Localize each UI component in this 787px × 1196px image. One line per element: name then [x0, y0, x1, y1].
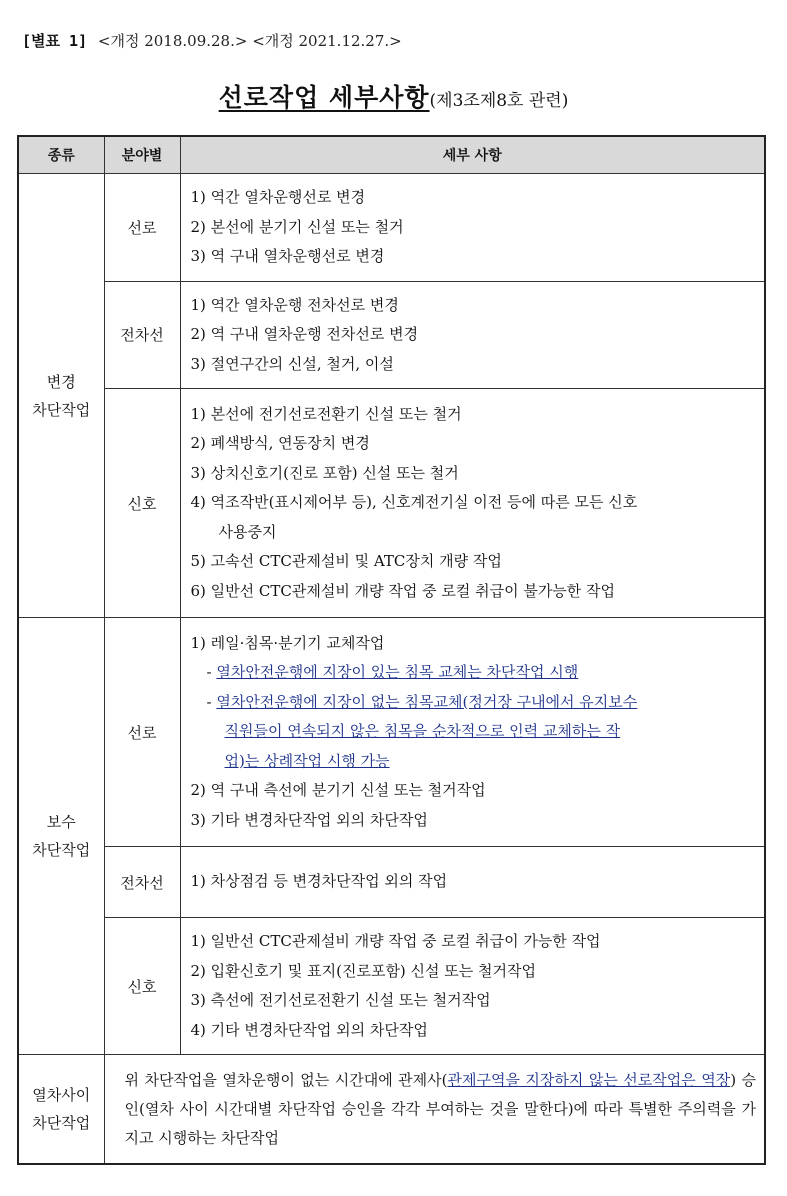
details-between-trains: 위 차단작업을 열차운행이 없는 시간대에 관제사(관제구역을 지장하지 않는 선로작업은 역장) 승인(열차 사이 시간대별 차단작업 승인을 각각 부여하는 것을 말한다)에 따라 특별한 주의력을 가지고 시행하는 차단작업 — [104, 1055, 765, 1165]
appendix-tag: [별표 1] — [22, 32, 88, 50]
table-row — [18, 389, 765, 618]
field-signal: 신호 — [104, 389, 180, 618]
details-maint-track: 1) 레일·침목·분기기 교체작업 - 열차안전운행에 지장이 있는 침목 교체는 차단작업 시행 - 열차안전운행에 지장이 없는 침목교체(정거장 구내에서 유지보수 직원들이 연속되지 않은 침목을 순차적으로 인력 교체하는 작 업)는 상례작업 시행 가능 2) 역 구내 측선에 분기기 신설 또는 철거작업 3) 기타 변경차단작업 외의 차단작업 — [180, 618, 765, 847]
header-category: 종류 — [18, 136, 104, 174]
header-details: 세부 사항 — [180, 136, 765, 174]
underlined-note: 열차안전운행에 지장이 있는 침목 교체는 차단작업 시행 — [216, 663, 579, 682]
details-maint-catenary: 1) 차상점검 등 변경차단작업 외의 작업 — [180, 847, 765, 918]
underlined-note: 업)는 상례작업 시행 가능 — [224, 751, 390, 770]
header — [22, 30, 402, 51]
underlined-note: 관제구역을 지장하지 않 — [447, 1070, 604, 1089]
table-header-row — [18, 136, 765, 174]
header-field: 분야별 — [104, 136, 180, 174]
category-between-trains: 열차사이 차단작업 — [18, 1055, 104, 1165]
table-row — [18, 618, 765, 847]
details-change-track: 1) 역간 열차운행선로 변경 2) 본선에 분기기 신설 또는 철거 3) 역 구내 열차운행선로 변경 — [180, 174, 765, 282]
field-catenary: 전차선 — [104, 847, 180, 918]
table-row — [18, 174, 765, 282]
field-signal: 신호 — [104, 918, 180, 1055]
table-row — [18, 847, 765, 918]
field-catenary: 전차선 — [104, 281, 180, 389]
table-row — [18, 1055, 765, 1165]
category-change: 변경 차단작업 — [18, 174, 104, 618]
page-title-block — [0, 78, 787, 114]
underlined-note: 직원들이 연속되지 않은 침목을 순차적으로 인력 교체하는 작 — [224, 722, 621, 741]
work-details-table — [17, 135, 766, 1165]
page-title: 선로작업 세부사항 — [218, 83, 430, 112]
amendment-dates: <개정 2018.09.28.> <개정 2021.12.27.> — [97, 32, 402, 50]
underlined-note: 열차안전운행에 지장이 없는 침목교체(정거장 구내에서 유지보수 — [216, 692, 638, 711]
details-change-catenary: 1) 역간 열차운행 전차선로 변경 2) 역 구내 열차운행 전차선로 변경 3) 절연구간의 신설, 철거, 이설 — [180, 281, 765, 389]
table-row — [18, 281, 765, 389]
details-maint-signal: 1) 일반선 CTC관제설비 개량 작업 중 로컬 취급이 가능한 작업 2) 입환신호기 및 표지(진로포함) 신설 또는 철거작업 3) 측선에 전기선로전환기 신설 또는 철거작업 4) 기타 변경차단작업 외의 차단작업 — [180, 918, 765, 1055]
details-change-signal: 1) 본선에 전기선로전환기 신설 또는 철거 2) 폐색방식, 연동장치 변경 3) 상치신호기(진로 포함) 신설 또는 철거 4) 역조작반(표시제어부 등), 신호계전기실 이전 등에 따른 모든 신호 사용중지 5) 고속선 CTC관제설비 및 ATC장치 개량 작업 6) 일반선 CTC관제설비 개량 작업 중 로컬 취급이 불가능한 작업 — [180, 389, 765, 618]
underlined-note: 는 선로작업은 역장 — [603, 1070, 731, 1089]
field-track: 선로 — [104, 174, 180, 282]
category-maint: 보수 차단작업 — [18, 618, 104, 1055]
page-subtitle: (제3조제8호 관련) — [429, 91, 569, 111]
field-track: 선로 — [104, 618, 180, 847]
table-row — [18, 918, 765, 1055]
